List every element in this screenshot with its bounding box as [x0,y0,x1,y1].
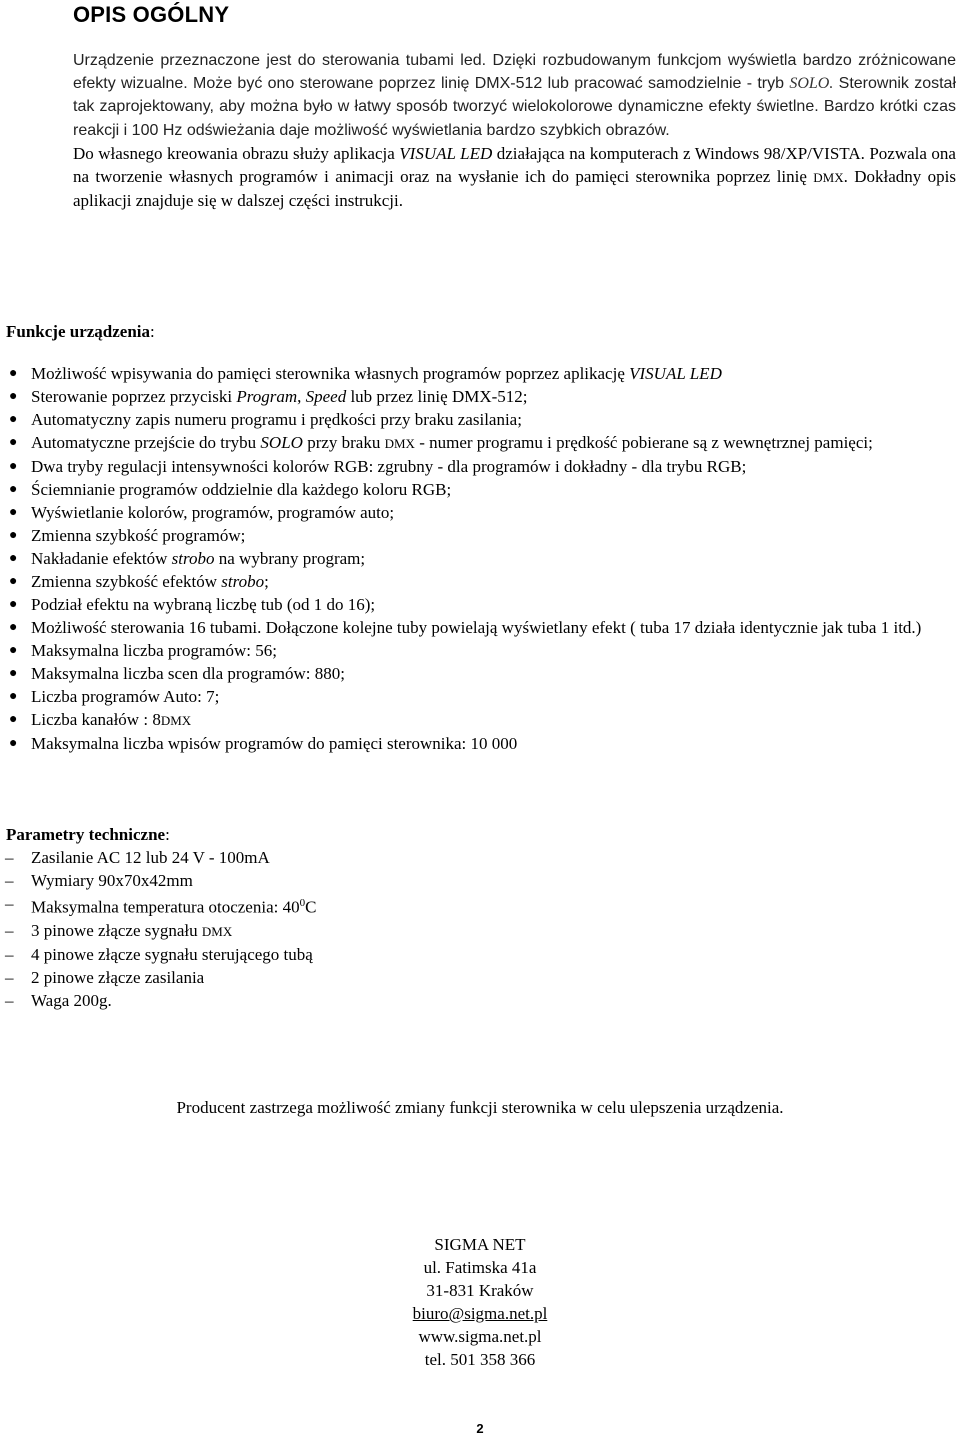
contact-block [380,1233,580,1371]
feature-text: - numer programu i prędkość pobierane są z wewnętrznej pamięci; [414,433,873,452]
intro-paragraph-1 [6,49,956,142]
manufacturer-notice: Producent zastrzega możliwość zmiany funkcji sterownika w celu ulepszenia urządzenia. [176,1098,784,1117]
bullet-icon: ● [9,505,18,520]
feature-text: Możliwość sterowania 16 tubami. Dołączone kolejne tuby powielają wyświetlany efekt ( tuba 17 działa identycznie jak tuba 1 itd.) [31,618,922,637]
bullet-icon: ● [9,712,18,727]
intro-text: Pozwala ona na tworzenie własnych programów i animacji oraz na wysłanie ich do pamięci sterownika poprzez linię [73,143,956,187]
page-title: OPIS OGÓLNY [73,2,230,27]
bullet-icon: ● [9,482,18,497]
dash-icon: – [5,871,14,890]
dmx-text: DMX [384,436,415,451]
dash-icon: – [5,967,14,987]
feature-italic-text: VISUAL LED [629,364,722,383]
feature-text: lub przez linię DMX-512; [346,387,528,406]
feature-italic-text: SOLO [260,433,303,452]
page-number: 2 [476,1421,484,1436]
bullet-icon: ● [9,643,18,658]
dmx-text: DMX [813,170,844,186]
intro-text: działająca na komputerach z Windows 98/XP/VISTA. [492,143,865,163]
feature-item [0,732,950,755]
feature-text: Automatyczne przejście do trybu [31,433,261,452]
bullet-icon: ● [9,366,18,381]
email-link[interactable]: biuro@sigma.net.pl [412,1304,548,1323]
feature-item [0,708,950,732]
feature-item [0,662,950,685]
feature-italic-text: Speed [305,387,347,406]
city-address: 31-831 Kraków [426,1281,534,1300]
intro-text: Do własnego kreowania obrazu służy aplikacja [73,143,400,163]
feature-text: Nakładanie efektów [31,549,172,568]
feature-item [0,431,950,455]
feature-text: Ściemnianie programów oddzielnie dla każdego koloru RGB; [31,480,452,499]
feature-text: Automatyczny zapis numeru programu i prędkości przy braku zasilania; [31,410,522,429]
dmx-text: DMX [201,923,233,939]
street-address: ul. Fatimska 41a [423,1258,537,1277]
feature-text: Liczba kanałów [31,710,144,729]
feature-text: Wyświetlanie kolorów, programów, programów auto; [31,503,395,522]
dash-icon: – [5,990,14,1010]
feature-item [0,455,950,478]
feature-text: Podział efektu na wybraną liczbę tub (od 1 do 16); [31,595,376,614]
feature-text: Dwa tryby regulacji intensywności kolorów RGB: zgrubny - dla programów i dokładny - dla trybu RGB; [31,457,747,476]
feature-item [0,593,950,616]
feature-item [0,547,950,570]
param-item [0,892,316,919]
param-item [0,989,316,1012]
app-name-text: VISUAL LED [399,143,493,163]
param-item [0,966,316,989]
dash-icon: – [5,848,14,867]
feature-item [0,616,950,639]
bullet-icon: ● [9,574,18,589]
feature-item [0,408,950,431]
intro-text: . Dokładny opis aplikacji znajduje się w dalszej części instrukcji. [73,167,957,211]
feature-item [0,501,950,524]
solo-mode-text: SOLO. [789,75,834,93]
bullet-icon: ● [9,597,18,612]
feature-text: Zmienna szybkość programów; [31,526,246,545]
feature-item [0,385,950,408]
company-name: SIGMA NET [434,1235,526,1254]
feature-item [0,478,950,501]
param-item [0,846,316,869]
feature-text: na wybrany program; [214,549,366,568]
param-text: Maksymalna temperatura otoczenia: 40 [31,897,300,917]
param-text: 2 pinowe złącze zasilania [31,967,205,987]
features-heading-label: Funkcje urządzenia [6,322,151,341]
feature-text: Maksymalna liczba programów: 56; [31,641,277,660]
bullet-icon: ● [9,551,18,566]
feature-item [0,524,950,547]
intro-text: Urządzenie przeznaczone jest do sterowania tubami led. Dzięki rozbudowanym funkcjom wyświetla bardzo zróżnicowane efekty wizualne. Może być ono sterowane poprzez linię DMX-512 lub pracować samodzielnie - tryb [73,52,956,93]
param-text: 4 pinowe złącze sygnału sterującego tubą [31,944,313,964]
intro-paragraph-2 [6,142,956,213]
param-text: 3 pinowe złącze sygnału [31,920,202,940]
feature-text: przy braku [302,433,385,452]
feature-italic-text: strobo [171,549,215,568]
feature-text: : 8 [143,710,161,729]
bullet-icon: ● [9,459,18,474]
params-list [0,846,316,1012]
feature-text: Maksymalna liczba scen dla programów: 880; [31,664,345,683]
feature-text: Możliwość wpisywania do pamięci sterownika własnych programów poprzez aplikację [31,364,630,383]
bullet-icon: ● [9,666,18,681]
bullet-icon: ● [9,412,18,427]
bullet-icon: ● [9,389,18,404]
feature-text: Maksymalna liczba wpisów programów do pamięci sterownika: 10 000 [31,734,518,753]
params-heading-label: Parametry techniczne [6,825,166,844]
bullet-icon: ● [9,435,18,450]
phone-text: tel. 501 358 366 [424,1350,536,1369]
param-item [0,869,316,892]
param-item [0,943,316,966]
feature-text: Sterowanie poprzez przyciski [31,387,237,406]
intro-text: Sterownik został tak zaprojektowany, aby można było w łatwy sposób tworzyć wielokolorowe dynamiczne efekty świetlne. Bardzo krótki czas reakcji i 100 Hz odświeżania daje możliwość wyświetlania bardzo szybkich obrazów. [73,75,956,139]
feature-italic-text: Program [236,387,298,406]
bullet-icon: ● [9,689,18,704]
feature-item [0,570,950,593]
param-text: C [305,897,317,917]
params-heading-colon: : [165,825,170,844]
params-heading [6,825,170,845]
param-text: Zasilanie AC 12 lub 24 V - 100mA [31,848,270,867]
param-text: Wymiary 90x70x42mm [31,871,193,890]
param-text: Waga 200g. [31,990,112,1010]
bullet-icon: ● [9,528,18,543]
feature-text: Zmienna szybkość efektów [31,572,222,591]
dash-icon: – [5,894,14,913]
feature-text: ; [264,572,269,591]
feature-item [0,639,950,662]
intro-section [6,49,956,212]
feature-text: Liczba programów Auto: 7; [31,687,220,706]
param-item [0,919,316,943]
feature-text: , [297,387,306,406]
features-heading [6,322,155,342]
degree-superscript: 0 [299,897,306,909]
dash-icon: – [5,944,14,964]
feature-item [0,685,950,708]
dash-icon: – [5,920,14,940]
feature-item [0,362,950,385]
features-heading-colon: : [150,322,155,341]
bullet-icon: ● [9,620,18,635]
features-list [0,362,950,755]
dmx-text: DMX [160,713,192,728]
website-text: www.sigma.net.pl [418,1327,542,1346]
bullet-icon: ● [9,736,18,751]
feature-italic-text: strobo [221,572,265,591]
